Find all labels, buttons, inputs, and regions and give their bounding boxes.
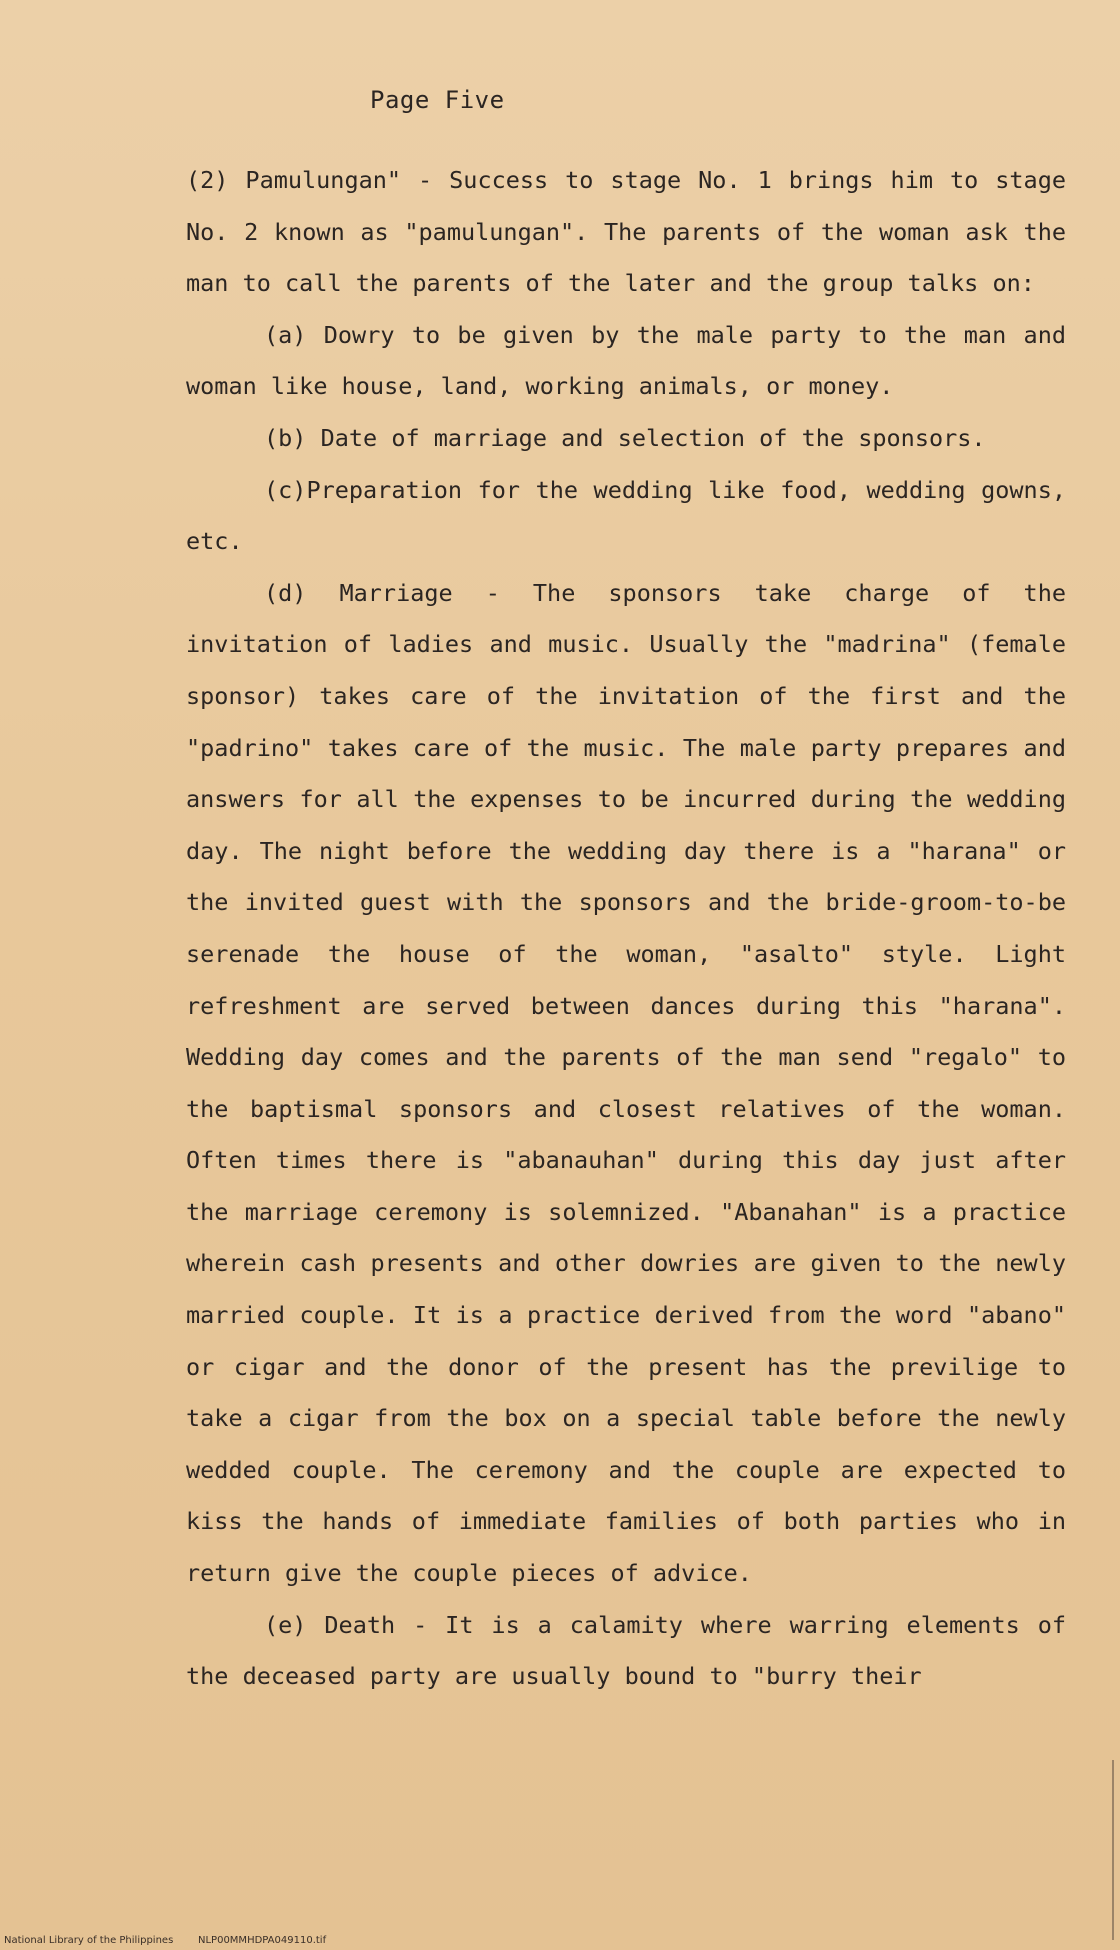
paragraph-death: (e) Death - It is a calamity where warring elements of the deceased party are usually bound to "burry their	[186, 1610, 1066, 1691]
page-title: Page Five	[370, 86, 505, 114]
paragraph-marriage: (d) Marriage - The sponsors take charge of the invitation of ladies and music. Usually the "madrina" (female sponsor) takes care of the invitation of the first and the "padrino" takes care of the music. The male party prepares and answers for all the expenses to be incurred during the wedding day. The night before the wedding day there is a "harana" or the invited guest with the sponsors and the bride-groom-to-be serenade the house of the woman, "asalto" style. Light refreshment are served between dances during this "harana". Wedding day comes and the parents of the man send "regalo" to the baptismal sponsors and closest relatives of the woman. Often times there is "abanauhan" during this day just after the marriage ceremony is solemnized. "Abanahan" is a practice wherein cash presents and other dowries are given to the newly married couple. It is a practice derived from the word "abano" or cigar and the donor of the present has the previlige to take a cigar from the box on a special table before the newly wedded couple. The ceremony and the couple are expected to kiss the hands of immediate families of both parties who in return give the couple pieces of advice.	[186, 578, 1066, 1588]
document-body	[186, 155, 1066, 1703]
file-identifier: NLP00MMHDPA049110.tif	[198, 1935, 327, 1946]
page-edge-mark	[1112, 1760, 1114, 1940]
paragraph-pamulungan: (2) Pamulungan" - Success to stage No. 1 brings him to stage No. 2 known as "pamulungan". The parents of the woman ask the man to call the parents of the later and the group talks on:	[186, 166, 1066, 298]
paragraph-preparation: (c)Preparation for the wedding like food, wedding gowns, etc.	[186, 475, 1066, 556]
paragraph-dowry: (a) Dowry to be given by the male party to the man and woman like house, land, working animals, or money.	[186, 320, 1066, 401]
paragraph-date-of-marriage: (b) Date of marriage and selection of the sponsors.	[264, 423, 986, 452]
archive-credit: National Library of the Philippines	[4, 1935, 174, 1946]
